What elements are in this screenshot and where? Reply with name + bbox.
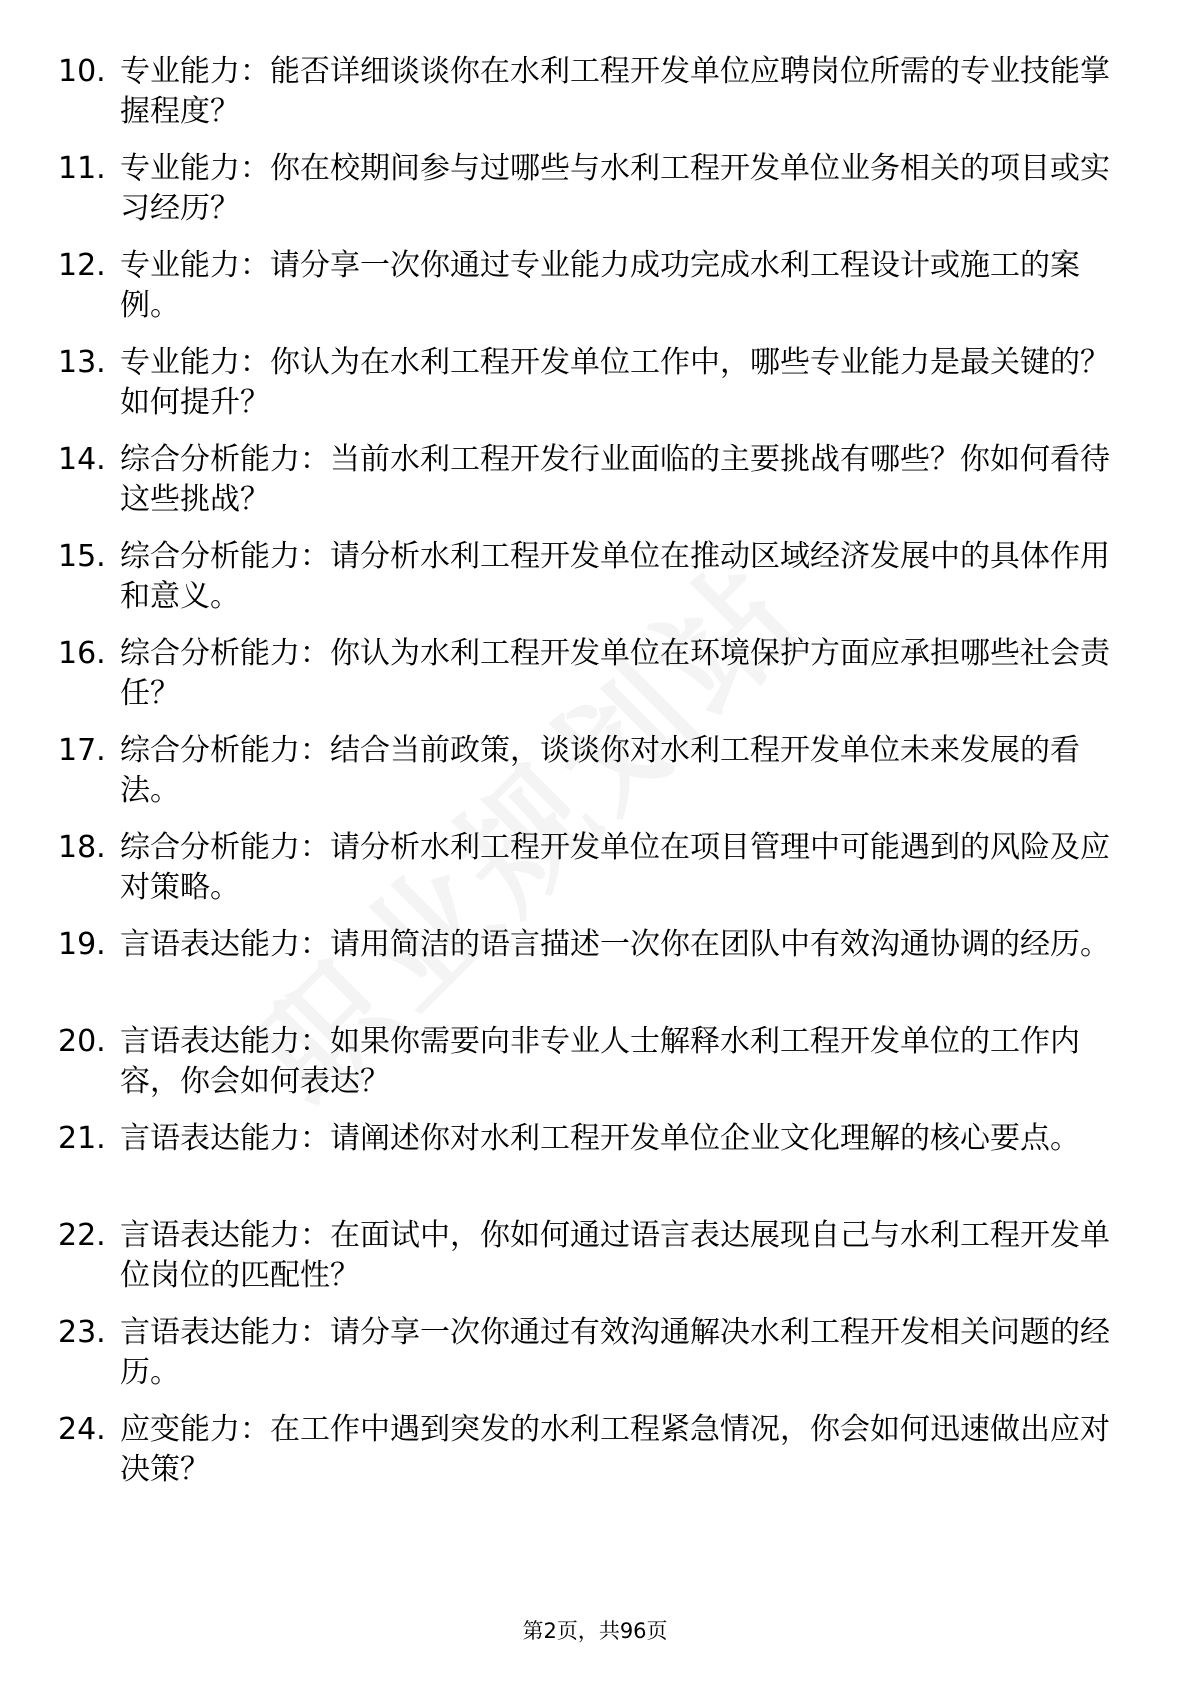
question-text: 专业能力：请分享一次你通过专业能力成功完成水利工程设计或施工的案例。 xyxy=(120,248,1080,323)
question-text: 综合分析能力：请分析水利工程开发单位在推动区域经济发展中的具体作用和意义。 xyxy=(120,539,1110,614)
question-item xyxy=(58,731,1128,828)
question-item xyxy=(58,925,1128,1022)
question-item xyxy=(58,1313,1128,1410)
page-footer xyxy=(0,1618,1190,1644)
question-text: 言语表达能力：请阐述你对水利工程开发单位企业文化理解的核心要点。 xyxy=(120,1121,1080,1156)
question-number: 12. xyxy=(58,248,106,283)
question-list xyxy=(58,52,1128,1507)
question-number: 24. xyxy=(58,1412,106,1447)
question-text: 专业能力：能否详细谈谈你在水利工程开发单位应聘岗位所需的专业技能掌握程度？ xyxy=(120,54,1110,129)
question-number: 21. xyxy=(58,1121,106,1156)
question-number: 14. xyxy=(58,442,106,477)
question-number: 10. xyxy=(58,54,106,89)
question-item xyxy=(58,149,1128,246)
question-item xyxy=(58,440,1128,537)
question-number: 18. xyxy=(58,830,106,865)
question-item xyxy=(58,1119,1128,1216)
question-item xyxy=(58,1410,1128,1507)
question-text: 综合分析能力：结合当前政策，谈谈你对水利工程开发单位未来发展的看法。 xyxy=(120,733,1080,808)
question-number: 23. xyxy=(58,1315,106,1350)
question-number: 13. xyxy=(58,345,106,380)
question-item xyxy=(58,537,1128,634)
question-item xyxy=(58,634,1128,731)
question-item xyxy=(58,828,1128,925)
page-number-label: 第2页，共96页 xyxy=(522,1619,668,1643)
question-number: 22. xyxy=(58,1218,106,1253)
question-number: 17. xyxy=(58,733,106,768)
question-item xyxy=(58,1216,1128,1313)
question-text: 言语表达能力：请分享一次你通过有效沟通解决水利工程开发相关问题的经历。 xyxy=(120,1315,1110,1390)
question-text: 综合分析能力：请分析水利工程开发单位在项目管理中可能遇到的风险及应对策略。 xyxy=(120,830,1110,905)
question-number: 15. xyxy=(58,539,106,574)
question-text: 应变能力：在工作中遇到突发的水利工程紧急情况，你会如何迅速做出应对决策？ xyxy=(120,1412,1110,1487)
question-text: 综合分析能力：你认为水利工程开发单位在环境保护方面应承担哪些社会责任？ xyxy=(120,636,1110,711)
question-text: 言语表达能力：如果你需要向非专业人士解释水利工程开发单位的工作内容，你会如何表达？ xyxy=(120,1024,1080,1099)
question-number: 16. xyxy=(58,636,106,671)
question-text: 综合分析能力：当前水利工程开发行业面临的主要挑战有哪些？你如何看待这些挑战？ xyxy=(120,442,1110,517)
question-item xyxy=(58,246,1128,343)
question-number: 11. xyxy=(58,151,106,186)
question-item xyxy=(58,1022,1128,1119)
question-text: 专业能力：你认为在水利工程开发单位工作中，哪些专业能力是最关键的？如何提升？ xyxy=(120,345,1110,420)
question-item xyxy=(58,343,1128,440)
question-number: 19. xyxy=(58,927,106,962)
question-text: 言语表达能力：请用简洁的语言描述一次你在团队中有效沟通协调的经历。 xyxy=(120,927,1110,962)
question-item xyxy=(58,52,1128,149)
question-text: 专业能力：你在校期间参与过哪些与水利工程开发单位业务相关的项目或实习经历？ xyxy=(120,151,1110,226)
question-text: 言语表达能力：在面试中，你如何通过语言表达展现自己与水利工程开发单位岗位的匹配性？ xyxy=(120,1218,1110,1293)
question-number: 20. xyxy=(58,1024,106,1059)
